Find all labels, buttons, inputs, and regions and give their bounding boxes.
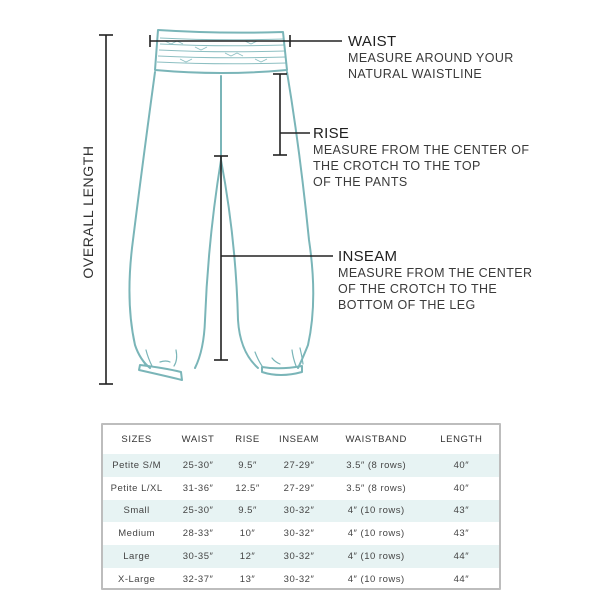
cell-length: 43″ — [453, 528, 470, 540]
header-waistband: WAISTBAND — [345, 434, 407, 445]
cell-rise: 9.5″ — [226, 500, 270, 523]
cell-waist: 28-33″ — [182, 528, 214, 540]
cell-inseam: 27-29″ — [283, 482, 315, 494]
cell-inseam: 30-32″ — [283, 528, 315, 540]
inseam-desc-line-3: BOTTOM OF THE LEG — [338, 298, 476, 312]
cell-size: Medium — [118, 528, 156, 540]
cell-inseam: 27-29″ — [269, 454, 328, 477]
waist-title: WAIST — [348, 33, 397, 50]
table-row — [103, 477, 499, 500]
cell-rise: 9.5″ — [226, 454, 270, 477]
inseam-title: INSEAM — [338, 248, 398, 265]
waist-callout — [348, 33, 514, 82]
cell-size: Petite L/XL — [110, 482, 163, 494]
cell-length: 40″ — [424, 454, 499, 477]
cell-waistband: 3.5″ (8 rows) — [329, 454, 424, 477]
header-length: LENGTH — [440, 434, 483, 445]
table-row — [103, 500, 499, 523]
cell-length: 44″ — [453, 573, 470, 585]
cell-waistband: 4″ (10 rows) — [329, 545, 424, 568]
cell-rise: 12″ — [226, 545, 270, 568]
cell-size: Small — [103, 500, 170, 523]
header-sizes: SIZES — [121, 434, 152, 445]
cell-waistband: 4″ (10 rows) — [347, 573, 405, 585]
table-row — [103, 568, 499, 591]
inseam-desc-line-2: OF THE CROTCH TO THE — [338, 282, 498, 296]
cell-waistband: 4″ (10 rows) — [347, 528, 405, 540]
cell-length: 43″ — [424, 500, 499, 523]
cell-size: X-Large — [118, 573, 156, 585]
header-rise: RISE — [235, 434, 260, 445]
cell-waist: 30-35″ — [170, 545, 225, 568]
cell-length: 44″ — [424, 545, 499, 568]
cell-size: Large — [103, 545, 170, 568]
rise-desc-line-3: OF THE PANTS — [313, 175, 408, 189]
cell-rise: 13″ — [239, 573, 256, 585]
cell-waist: 25-30″ — [170, 500, 225, 523]
rise-desc-line-2: THE CROTCH TO THE TOP — [313, 159, 481, 173]
cell-length: 40″ — [453, 482, 470, 494]
size-chart-table — [101, 423, 501, 590]
rise-desc-line-1: MEASURE FROM THE CENTER OF — [313, 143, 530, 157]
cell-inseam: 30-32″ — [283, 573, 315, 585]
cell-waistband: 4″ (10 rows) — [329, 500, 424, 523]
cell-inseam: 30-32″ — [269, 500, 328, 523]
cell-rise: 10″ — [239, 528, 256, 540]
inseam-desc-line-1: MEASURE FROM THE CENTER — [338, 266, 533, 280]
cell-waist: 25-30″ — [170, 454, 225, 477]
header-inseam: INSEAM — [278, 434, 319, 445]
waist-desc-line-2: NATURAL WAISTLINE — [348, 67, 483, 81]
table-row — [103, 522, 499, 545]
cell-rise: 12.5″ — [235, 482, 260, 494]
cell-waist: 32-37″ — [182, 573, 214, 585]
table-row — [103, 454, 499, 477]
waist-desc-line-1: MEASURE AROUND YOUR — [348, 51, 514, 65]
cell-inseam: 30-32″ — [269, 545, 328, 568]
table-header-row — [103, 425, 499, 454]
rise-callout — [313, 125, 529, 190]
table-row — [103, 545, 499, 568]
cell-waistband: 3.5″ (8 rows) — [346, 482, 407, 494]
overall-length-label: OVERALL LENGTH — [80, 145, 96, 279]
cell-size: Petite S/M — [103, 454, 170, 477]
cell-waist: 31-36″ — [182, 482, 214, 494]
header-waist: WAIST — [181, 434, 215, 445]
waistband-smocking — [157, 38, 286, 64]
inseam-callout — [338, 248, 532, 313]
rise-title: RISE — [313, 125, 350, 142]
